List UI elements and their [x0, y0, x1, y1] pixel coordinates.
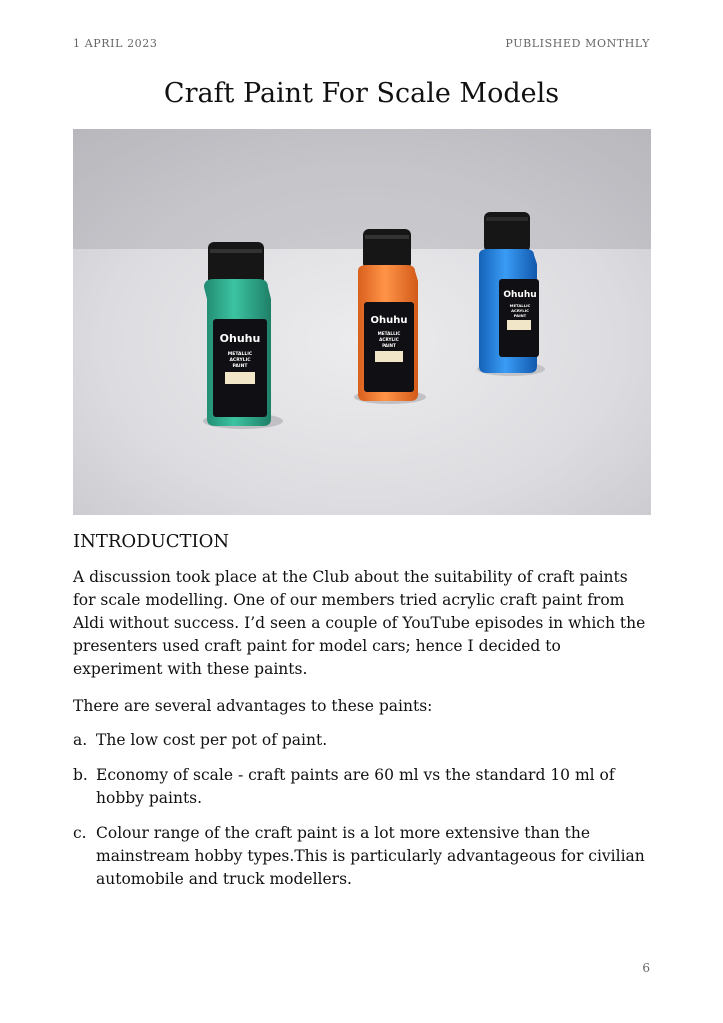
paint-bottles-photo	[73, 129, 651, 515]
svg-text:Ohuhu: Ohuhu	[370, 315, 408, 326]
svg-text:PAINT: PAINT	[232, 364, 248, 369]
svg-text:METALLIC: METALLIC	[377, 331, 401, 336]
orange-paint-bottle	[358, 229, 418, 401]
header-publication: PUBLISHED MONTHLY	[505, 37, 650, 50]
list-marker: a.	[73, 731, 88, 749]
svg-text:Ohuhu: Ohuhu	[503, 290, 537, 300]
section-heading: INTRODUCTION	[73, 531, 230, 552]
svg-text:PAINT: PAINT	[382, 343, 396, 348]
list-item-text: Colour range of the craft paint is a lot more extensive than the mainstream hobby types.This is particularly advantageous for civilian automobile and truck modellers.	[96, 824, 645, 888]
article-title: Craft Paint For Scale Models	[163, 78, 560, 109]
svg-text:METALLIC: METALLIC	[509, 303, 531, 308]
svg-text:ACRYLIC: ACRYLIC	[511, 308, 529, 313]
svg-text:PAINT: PAINT	[513, 313, 527, 318]
teal-paint-bottle	[204, 242, 271, 426]
blue-paint-bottle	[479, 212, 539, 373]
list-marker: b.	[73, 766, 88, 784]
intro-paragraph: A discussion took place at the Club about the suitability of craft paints for scale modelling. One of our members tried acrylic craft paint from Aldi without success. I’d seen a couple of YouTube episodes in which the presenters used craft paint for model cars; hence I decided to experiment with these paints.	[73, 568, 646, 678]
svg-text:ACRYLIC: ACRYLIC	[229, 358, 251, 363]
list-item-text: Economy of scale - craft paints are 60 ml vs the standard 10 ml of hobby paints.	[96, 766, 615, 807]
page-number: 6	[642, 961, 650, 975]
advantages-list	[73, 729, 653, 903]
advantages-intro: There are several advantages to these paints:	[73, 697, 433, 715]
svg-text:Ohuhu: Ohuhu	[219, 332, 261, 345]
list-item	[73, 822, 653, 891]
list-item-text: The low cost per pot of paint.	[96, 731, 328, 749]
list-marker: c.	[73, 824, 87, 842]
header-date: 1 APRIL 2023	[73, 37, 158, 50]
list-item	[73, 764, 653, 810]
list-item	[73, 729, 653, 752]
svg-text:METALLIC: METALLIC	[227, 352, 253, 357]
svg-text:ACRYLIC: ACRYLIC	[379, 337, 399, 342]
